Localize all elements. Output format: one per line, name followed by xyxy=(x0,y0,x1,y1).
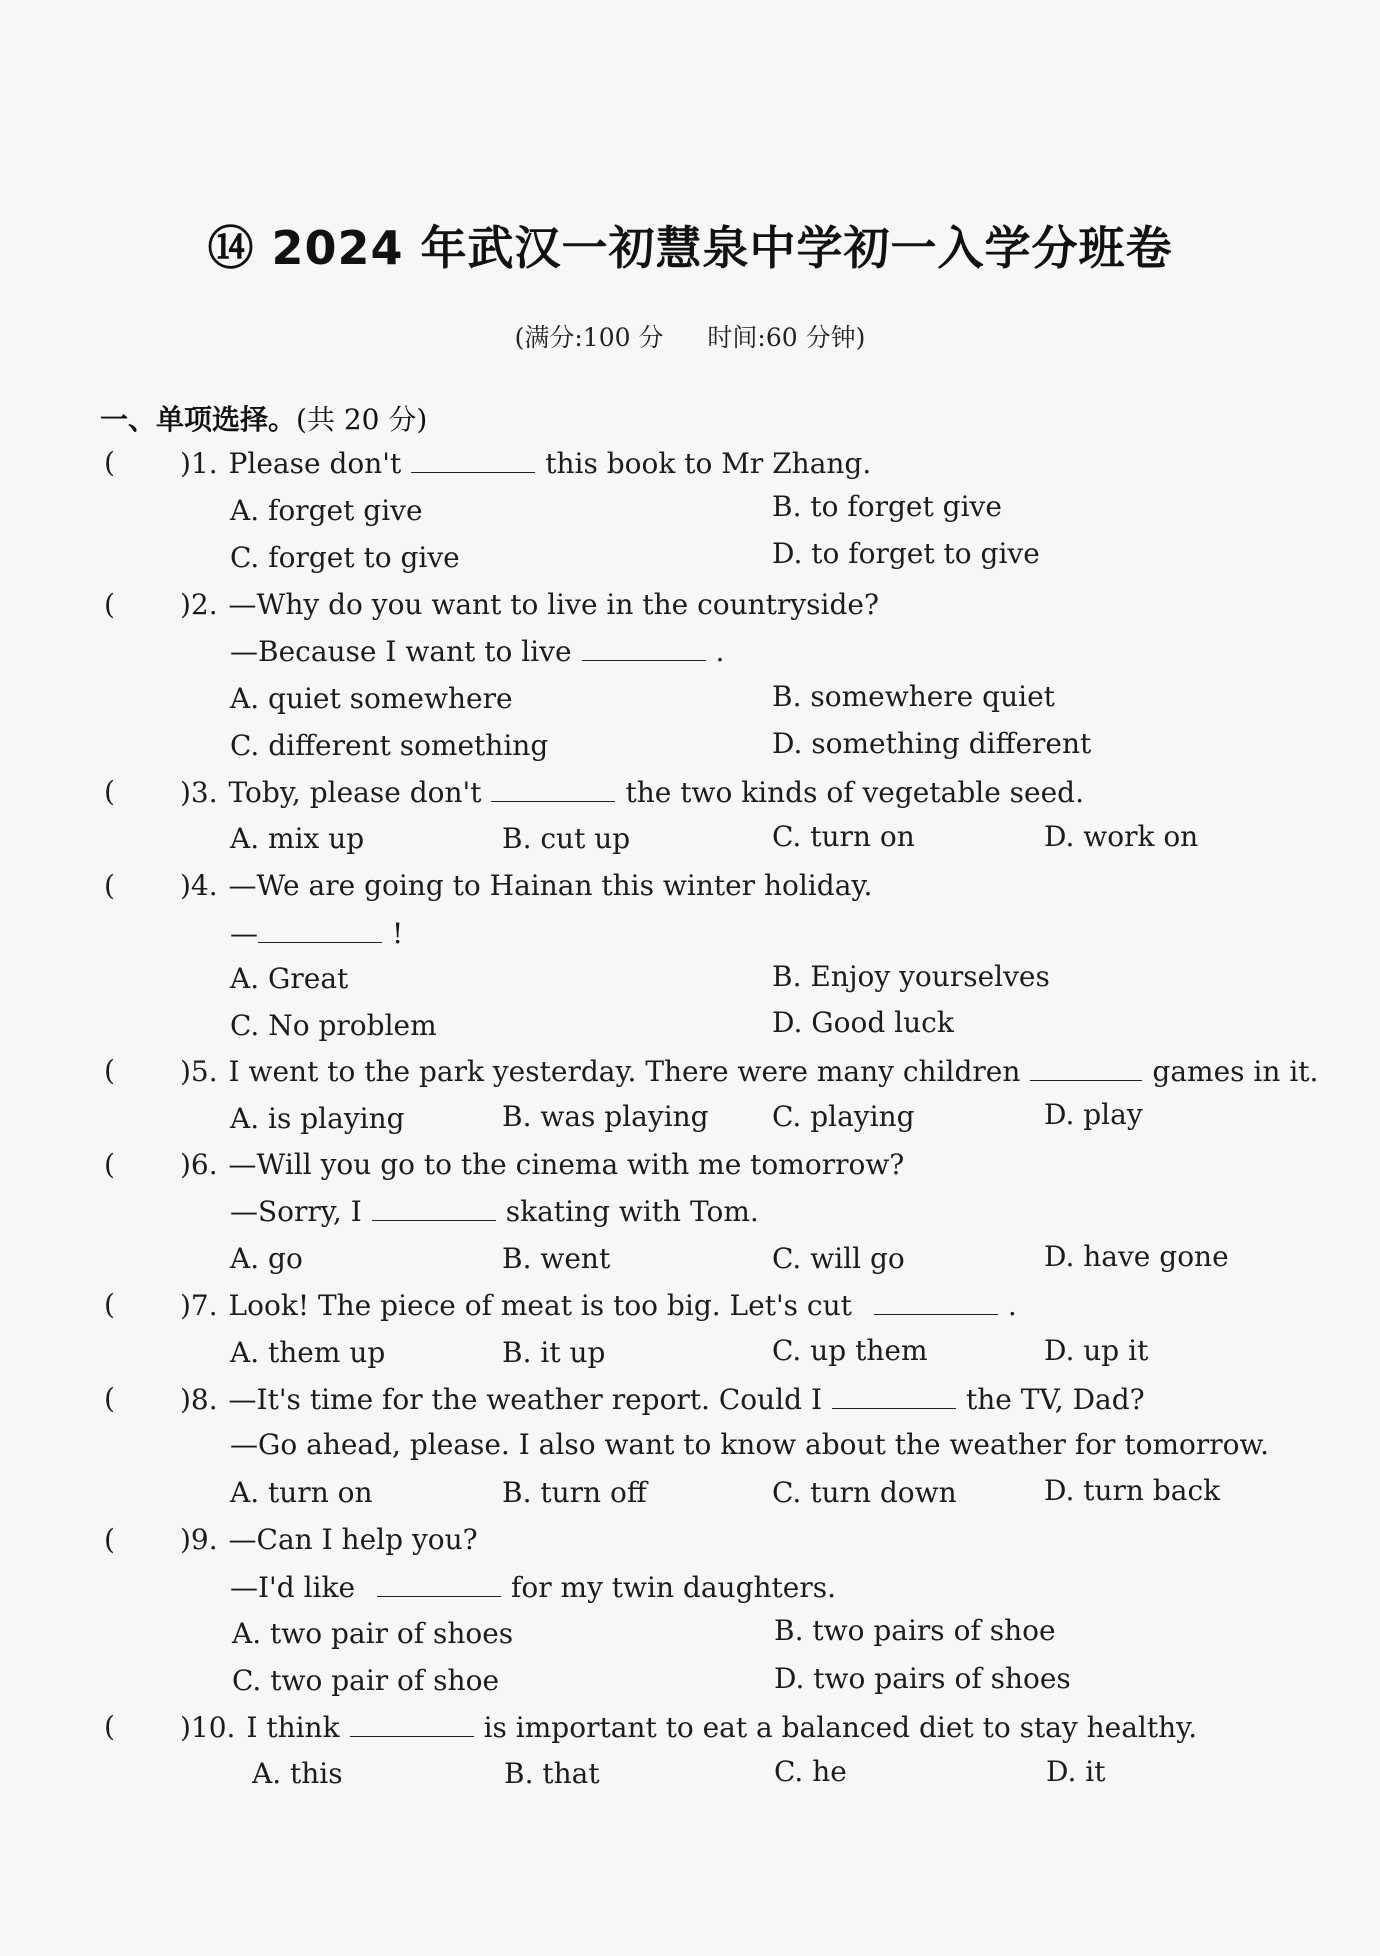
option-b[interactable]: B. two pairs of shoe xyxy=(774,1614,1056,1647)
option-d[interactable]: D. it xyxy=(1046,1755,1106,1788)
option-d[interactable]: D. up it xyxy=(1044,1334,1149,1367)
exam-subtitle xyxy=(0,318,1380,354)
question-number: )9. xyxy=(180,1523,218,1556)
question-stem: for my twin daughters. xyxy=(511,1571,836,1604)
question-5 xyxy=(180,1054,1318,1089)
exam-time: 时间:60 分钟) xyxy=(707,323,866,352)
question-number: )10. xyxy=(180,1711,236,1744)
question-8 xyxy=(180,1382,1145,1417)
answer-blank[interactable] xyxy=(832,1382,956,1409)
option-b[interactable]: B. turn off xyxy=(502,1476,647,1509)
question-stem: —Will you go to the cinema with me tomorrow? xyxy=(228,1148,905,1181)
question-stem: ! xyxy=(392,917,404,950)
question-3 xyxy=(180,775,1084,810)
answer-blank[interactable] xyxy=(377,1570,501,1597)
option-a[interactable]: A. is playing xyxy=(230,1102,405,1135)
question-stem: I think xyxy=(246,1711,340,1744)
question-stem: Look! The piece of meat is too big. Let's cut xyxy=(228,1289,852,1322)
option-a[interactable]: A. quiet somewhere xyxy=(230,682,513,715)
question-7 xyxy=(180,1288,1017,1323)
answer-paren[interactable]: ( xyxy=(104,1710,115,1743)
option-c[interactable]: C. he xyxy=(774,1755,847,1788)
question-number: )2. xyxy=(180,588,218,621)
answer-paren[interactable]: ( xyxy=(104,1054,115,1087)
answer-blank[interactable] xyxy=(411,446,535,473)
option-b[interactable]: B. was playing xyxy=(502,1100,709,1133)
question-6 xyxy=(180,1148,904,1182)
option-d[interactable]: D. work on xyxy=(1044,820,1199,853)
question-stem: the TV, Dad? xyxy=(966,1383,1145,1416)
question-stem: I went to the park yesterday. There were many children xyxy=(228,1055,1021,1088)
question-number: )1. xyxy=(180,447,218,480)
answer-blank[interactable] xyxy=(1030,1054,1142,1081)
section-label: 一、单项选择。 xyxy=(100,403,297,436)
full-score: (满分:100 分 xyxy=(514,323,664,352)
question-stem: games in it. xyxy=(1152,1055,1319,1088)
question-2 xyxy=(180,588,879,622)
option-c[interactable]: C. No problem xyxy=(230,1009,437,1042)
question-number: )8. xyxy=(180,1383,218,1416)
option-b[interactable]: B. somewhere quiet xyxy=(772,680,1055,713)
answer-blank[interactable] xyxy=(491,775,615,802)
option-a[interactable]: A. turn on xyxy=(230,1476,373,1509)
answer-blank[interactable] xyxy=(372,1194,496,1221)
option-c[interactable]: C. turn on xyxy=(772,820,915,853)
question-stem: the two kinds of vegetable seed. xyxy=(625,776,1084,809)
option-a[interactable]: A. this xyxy=(252,1757,343,1790)
option-b[interactable]: B. Enjoy yourselves xyxy=(772,960,1050,993)
question-stem: —Sorry, I xyxy=(230,1195,362,1228)
option-b[interactable]: B. to forget give xyxy=(772,490,1002,523)
option-c[interactable]: C. forget to give xyxy=(230,541,460,574)
answer-blank[interactable] xyxy=(874,1288,998,1315)
question-number: )7. xyxy=(180,1289,218,1322)
question-2-reply xyxy=(230,634,724,669)
question-1 xyxy=(180,446,871,481)
option-b[interactable]: B. it up xyxy=(502,1336,606,1369)
option-c[interactable]: C. will go xyxy=(772,1242,905,1275)
option-d[interactable]: D. have gone xyxy=(1044,1240,1229,1273)
question-stem: —Because I want to live xyxy=(230,635,572,668)
answer-paren[interactable]: ( xyxy=(104,1288,115,1321)
option-c[interactable]: C. two pair of shoe xyxy=(232,1664,500,1697)
option-a[interactable]: A. go xyxy=(230,1242,303,1275)
question-stem: is important to eat a balanced diet to stay healthy. xyxy=(483,1711,1198,1744)
option-d[interactable]: D. Good luck xyxy=(772,1006,954,1039)
question-stem: Please don't xyxy=(228,447,402,480)
option-b[interactable]: B. went xyxy=(502,1242,611,1275)
question-number: )5. xyxy=(180,1055,218,1088)
question-number: )6. xyxy=(180,1148,218,1181)
option-c[interactable]: C. different something xyxy=(230,729,549,762)
option-d[interactable]: D. two pairs of shoes xyxy=(774,1662,1071,1695)
answer-paren[interactable]: ( xyxy=(104,446,115,479)
answer-paren[interactable]: ( xyxy=(104,1523,115,1556)
option-a[interactable]: A. them up xyxy=(230,1336,386,1369)
question-6-reply xyxy=(230,1194,759,1229)
option-a[interactable]: A. mix up xyxy=(230,822,365,855)
answer-blank[interactable] xyxy=(258,916,382,943)
question-stem: — xyxy=(230,917,258,950)
section-heading xyxy=(100,398,427,438)
answer-blank[interactable] xyxy=(582,634,706,661)
question-number: )3. xyxy=(180,776,218,809)
option-d[interactable]: D. something different xyxy=(772,727,1092,760)
question-stem: skating with Tom. xyxy=(505,1195,759,1228)
question-stem: . xyxy=(715,635,725,668)
answer-paren[interactable]: ( xyxy=(104,1382,115,1415)
question-8-reply: —Go ahead, please. I also want to know about the weather for tomorrow. xyxy=(230,1428,1270,1461)
answer-paren[interactable]: ( xyxy=(104,775,115,808)
option-c[interactable]: C. up them xyxy=(772,1334,928,1367)
question-9-reply xyxy=(230,1570,836,1605)
question-stem: . xyxy=(1007,1289,1017,1322)
answer-paren[interactable]: ( xyxy=(104,588,115,621)
option-b[interactable]: B. that xyxy=(504,1757,600,1790)
option-d[interactable]: D. to forget to give xyxy=(772,537,1040,570)
exam-title: ⑭ 2024 年武汉一初慧泉中学初一入学分班卷 xyxy=(207,221,1173,275)
option-c[interactable]: C. playing xyxy=(772,1100,915,1133)
section-points: (共 20 分) xyxy=(296,403,428,436)
question-9 xyxy=(180,1523,478,1557)
question-4-reply xyxy=(230,916,403,951)
option-c[interactable]: C. turn down xyxy=(772,1476,957,1509)
answer-paren[interactable]: ( xyxy=(104,869,115,902)
option-b[interactable]: B. cut up xyxy=(502,822,631,855)
question-stem: —Why do you want to live in the countryside? xyxy=(228,588,879,621)
question-stem: Toby, please don't xyxy=(228,776,482,809)
option-a[interactable]: A. two pair of shoes xyxy=(232,1617,514,1650)
question-stem: —It's time for the weather report. Could I xyxy=(228,1383,823,1416)
option-a[interactable]: A. Great xyxy=(230,962,349,995)
question-10 xyxy=(180,1710,1197,1745)
option-d[interactable]: D. play xyxy=(1044,1098,1143,1131)
question-stem: —We are going to Hainan this winter holiday. xyxy=(228,869,873,902)
answer-blank[interactable] xyxy=(350,1710,474,1737)
question-stem: this book to Mr Zhang. xyxy=(545,447,872,480)
question-4 xyxy=(180,869,872,903)
question-stem: —I'd like xyxy=(230,1571,356,1604)
option-d[interactable]: D. turn back xyxy=(1044,1474,1221,1507)
question-stem: —Can I help you? xyxy=(228,1523,478,1556)
question-number: )4. xyxy=(180,869,218,902)
answer-paren[interactable]: ( xyxy=(104,1148,115,1181)
option-a[interactable]: A. forget give xyxy=(230,494,423,527)
